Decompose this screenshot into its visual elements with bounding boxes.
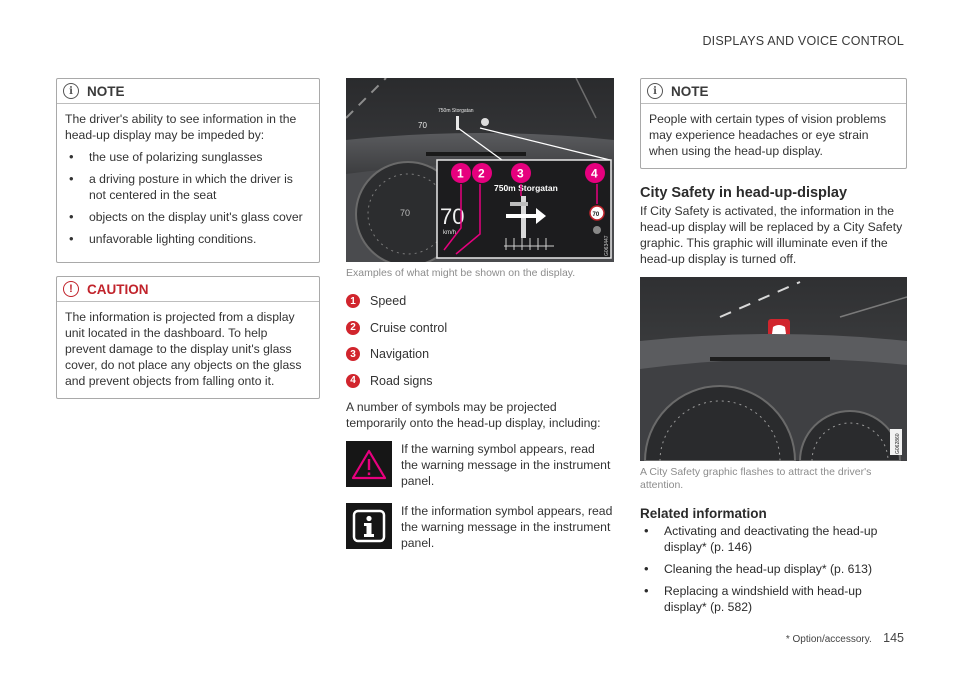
caution-title: CAUTION (87, 281, 149, 297)
related-link[interactable]: • Cleaning the head-up display* (p. 613) (640, 561, 907, 577)
legend-label: Cruise control (370, 320, 448, 335)
svg-text:2: 2 (478, 166, 485, 181)
svg-text:G063447: G063447 (604, 235, 610, 256)
hud-figure (346, 78, 614, 262)
warning-triangle-icon (346, 441, 392, 487)
middle-column (346, 78, 614, 551)
legend-label: Speed (370, 294, 407, 309)
related-link[interactable]: • Activating and deactivating the head-up display* (p. 146) (640, 523, 907, 555)
svg-text:750m Storgatan: 750m Storgatan (438, 108, 474, 114)
symbol-row-information (346, 503, 614, 551)
note-intro: The driver's ability to see information in the head-up display may be impeded by: (65, 112, 297, 142)
information-icon (346, 503, 392, 549)
right-column (640, 78, 907, 621)
number-badge: 4 (346, 374, 360, 388)
note-header (641, 79, 906, 104)
list-item: • unfavorable lighting conditions. (65, 231, 311, 247)
exclamation-circle-icon: ! (63, 281, 79, 297)
city-safety-figure (640, 277, 907, 461)
figure-caption: Examples of what might be shown on the display. (346, 267, 576, 279)
note-body (57, 104, 319, 262)
symbol-description: If the information symbol appears, read the warning message in the instrument panel. (401, 504, 613, 550)
city-safety-illustration (640, 277, 907, 461)
caution-box (56, 276, 320, 399)
svg-text:70: 70 (418, 121, 427, 130)
related-link[interactable]: • Replacing a windshield with head-up display* (p. 582) (640, 583, 907, 615)
section-body: If City Safety is activated, the information in the head-up display will be replaced by a City Safety graphic. This graphic will illuminate even if the head-up display is turned off. (640, 204, 903, 266)
running-head: DISPLAYS AND VOICE CONTROL (702, 34, 904, 48)
footnote: * Option/accessory. (785, 634, 872, 645)
list-item: • a driving posture in which the driver is not centered in the seat (65, 171, 311, 203)
number-badge: 1 (346, 294, 360, 308)
svg-text:3: 3 (517, 166, 524, 181)
page-number: 145 (883, 631, 904, 645)
related-heading: Related information (640, 506, 767, 521)
svg-text:70: 70 (440, 204, 465, 229)
symbol-description: If the warning symbol appears, read the warning message in the instrument panel. (401, 442, 611, 488)
left-column (56, 78, 320, 399)
number-badge: 2 (346, 321, 360, 335)
legend-item (346, 341, 614, 368)
number-badge: 3 (346, 347, 360, 361)
legend-label: Road signs (370, 373, 433, 388)
svg-text:km/h: km/h (443, 230, 457, 236)
info-circle-icon: i (647, 83, 663, 99)
note-box (640, 78, 907, 169)
legend-item (346, 368, 614, 395)
svg-text:750m Storgatan: 750m Storgatan (494, 183, 558, 193)
note-body: People with certain types of vision problems may experience headaches or eye strain when using the head-up display. (649, 112, 887, 158)
svg-text:4: 4 (591, 166, 598, 181)
note-box (56, 78, 320, 263)
svg-text:G062860: G062860 (895, 433, 901, 454)
legend-item (346, 315, 614, 342)
page-footer (786, 631, 904, 645)
note-bullet-list (65, 149, 311, 247)
section-heading: City Safety in head-up-display (640, 185, 848, 201)
caution-body: The information is projected from a display unit located in the dashboard. To help prevent damage to the display unit's glass cover, do not place any objects on the glass and prevent objects from falling onto it. (65, 310, 302, 388)
symbol-row-warning (346, 441, 614, 489)
note-title: NOTE (671, 83, 709, 99)
caution-header (57, 277, 319, 302)
legend-list (346, 288, 614, 394)
symbols-intro: A number of symbols may be projected temporarily onto the head-up display, including: (346, 400, 601, 430)
list-item: • the use of polarizing sunglasses (65, 149, 311, 165)
svg-text:70: 70 (400, 208, 411, 218)
hud-illustration (346, 78, 614, 262)
list-item: • objects on the display unit's glass cover (65, 209, 311, 225)
legend-label: Navigation (370, 347, 430, 362)
svg-text:70: 70 (592, 212, 600, 218)
note-header (57, 79, 319, 104)
note-title: NOTE (87, 83, 125, 99)
svg-text:1: 1 (457, 166, 464, 181)
info-circle-icon: i (63, 83, 79, 99)
figure-caption: A City Safety graphic flashes to attract the driver's attention. (640, 466, 872, 491)
legend-item (346, 288, 614, 315)
related-list (640, 523, 907, 615)
